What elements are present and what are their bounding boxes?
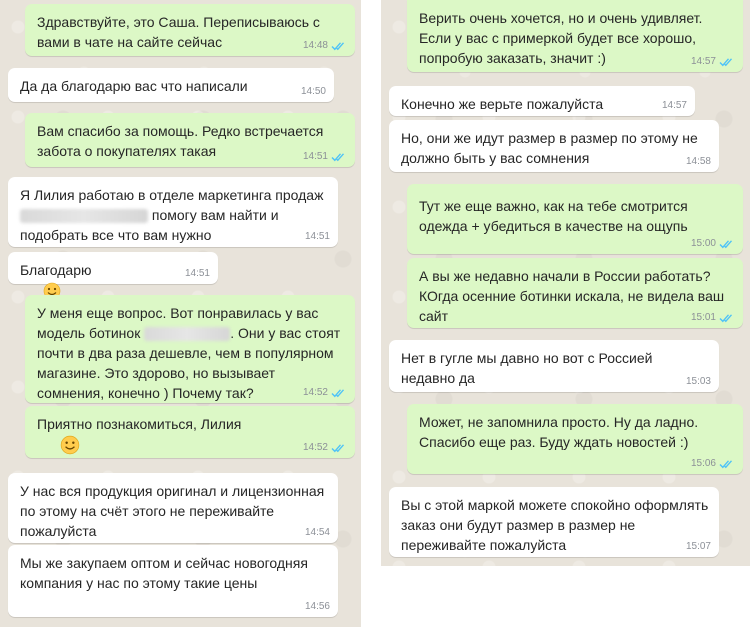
smiling-face-emoji bbox=[60, 435, 80, 455]
message-text-part: Приятно познакомиться, Лилия bbox=[37, 416, 242, 432]
message-meta bbox=[686, 376, 711, 388]
message-text bbox=[37, 414, 345, 455]
double-check-icon bbox=[331, 41, 347, 51]
message-text: А вы же недавно начали в России работать? КОгда осенние ботинки искала, не видела ваш сайт bbox=[419, 268, 728, 324]
message-time: 14:56 bbox=[304, 601, 330, 612]
message-outgoing[interactable] bbox=[25, 113, 355, 167]
message-time: 14:52 bbox=[302, 442, 328, 453]
message-text: Верить очень хочется, но и очень удивляет. Если у вас с примеркой будет все хорошо, попробую заказать, значит :) bbox=[419, 10, 707, 66]
message-time: 14:54 bbox=[304, 527, 330, 538]
message-text: Вы с этой маркой можете спокойно оформлять заказ они будут размер в размер не переживайте пожалуйста bbox=[401, 497, 713, 553]
double-check-icon bbox=[331, 388, 347, 398]
message-text: Мы же закупаем оптом и сейчас новогодняя компания у нас по этому такие цены bbox=[20, 555, 312, 591]
redacted-text bbox=[20, 209, 148, 223]
message-meta bbox=[303, 151, 347, 163]
message-meta bbox=[185, 268, 210, 280]
message-incoming[interactable] bbox=[389, 86, 695, 116]
message-incoming[interactable] bbox=[389, 340, 719, 392]
message-time: 14:51 bbox=[304, 231, 330, 242]
message-meta bbox=[691, 458, 735, 470]
double-check-icon bbox=[331, 443, 347, 453]
message-text-part: У меня еще вопрос. Вот понравилась у вас модель ботинок bbox=[37, 305, 323, 341]
message-text-part: Благодарю bbox=[20, 262, 92, 278]
double-check-icon bbox=[719, 313, 735, 323]
message-meta bbox=[662, 100, 687, 112]
message-incoming[interactable] bbox=[8, 473, 338, 543]
message-incoming[interactable] bbox=[8, 545, 338, 617]
message-time: 15:03 bbox=[685, 376, 711, 387]
message-time: 15:06 bbox=[690, 458, 716, 469]
message-time: 14:51 bbox=[184, 268, 210, 279]
message-incoming[interactable] bbox=[389, 487, 719, 557]
message-meta bbox=[303, 40, 347, 52]
message-time: 14:50 bbox=[300, 86, 326, 97]
message-meta bbox=[691, 56, 735, 68]
message-meta bbox=[305, 601, 330, 613]
message-meta bbox=[303, 387, 347, 399]
redacted-text bbox=[144, 327, 230, 341]
message-outgoing[interactable] bbox=[25, 406, 355, 458]
message-outgoing[interactable] bbox=[407, 184, 743, 254]
message-text: Вам спасибо за помощь. Редко встречается забота о покупателях такая bbox=[37, 123, 328, 159]
message-text-part: . Они у вас стоят почти в два раза дешевле, чем в популярном магазине. Это здорово, но вызывает сомнения, конечно ) Почему так? bbox=[37, 325, 345, 401]
message-text: Здравствуйте, это Саша. Переписываюсь с вами в чате на сайте сейчас bbox=[37, 14, 324, 50]
message-time: 14:52 bbox=[302, 387, 328, 398]
message-incoming[interactable] bbox=[389, 120, 719, 172]
message-outgoing[interactable] bbox=[25, 4, 355, 56]
double-check-icon bbox=[719, 57, 735, 67]
double-check-icon bbox=[331, 152, 347, 162]
message-text-part: Я Лилия работаю в отделе маркетинга продаж bbox=[20, 187, 324, 203]
message-time: 14:51 bbox=[302, 151, 328, 162]
message-text: Нет в гугле мы давно но вот с Россией недавно да bbox=[401, 350, 657, 386]
message-time: 15:07 bbox=[685, 541, 711, 552]
message-text: У нас вся продукция оригинал и лицензионная по этому на счёт этого не переживайте пожалуйста bbox=[20, 483, 329, 539]
message-time: 14:48 bbox=[302, 40, 328, 51]
message-time: 14:57 bbox=[661, 100, 687, 111]
message-outgoing[interactable] bbox=[407, 404, 743, 474]
message-meta bbox=[691, 312, 735, 324]
message-meta bbox=[301, 86, 326, 98]
message-outgoing[interactable] bbox=[25, 295, 355, 403]
message-time: 15:01 bbox=[690, 312, 716, 323]
double-check-icon bbox=[719, 459, 735, 469]
chat-panel-right[interactable] bbox=[381, 0, 750, 566]
message-text: Но, они же идут размер в размер по этому не должно быть у вас сомнения bbox=[401, 130, 702, 166]
double-check-icon bbox=[719, 239, 735, 249]
message-time: 14:57 bbox=[690, 56, 716, 67]
message-outgoing[interactable] bbox=[407, 258, 743, 328]
message-text-part: помогу вам найти и подобрать все что вам нужно bbox=[20, 207, 283, 243]
message-meta bbox=[305, 527, 330, 539]
message-incoming[interactable] bbox=[8, 68, 334, 102]
message-text: Может, не запомнила просто. Ну да ладно. Спасибо еще раз. Буду ждать новостей :) bbox=[419, 414, 703, 450]
message-meta bbox=[305, 231, 330, 243]
message-meta bbox=[686, 156, 711, 168]
message-text: Да да благодарю вас что написали bbox=[20, 78, 248, 94]
chat-panel-left[interactable] bbox=[0, 0, 361, 627]
message-meta bbox=[691, 238, 735, 250]
message-time: 15:00 bbox=[690, 238, 716, 249]
message-meta bbox=[686, 541, 711, 553]
message-incoming[interactable] bbox=[8, 177, 338, 247]
message-time: 14:58 bbox=[685, 156, 711, 167]
message-text: Тут же еще важно, как на тебе смотрится одежда + убедиться в качестве на ощупь bbox=[419, 198, 692, 234]
message-text bbox=[37, 303, 345, 403]
message-meta bbox=[303, 442, 347, 454]
message-incoming[interactable] bbox=[8, 252, 218, 284]
message-outgoing[interactable] bbox=[407, 0, 743, 72]
message-text: Конечно же верьте пожалуйста bbox=[401, 96, 604, 112]
message-text bbox=[20, 185, 328, 245]
